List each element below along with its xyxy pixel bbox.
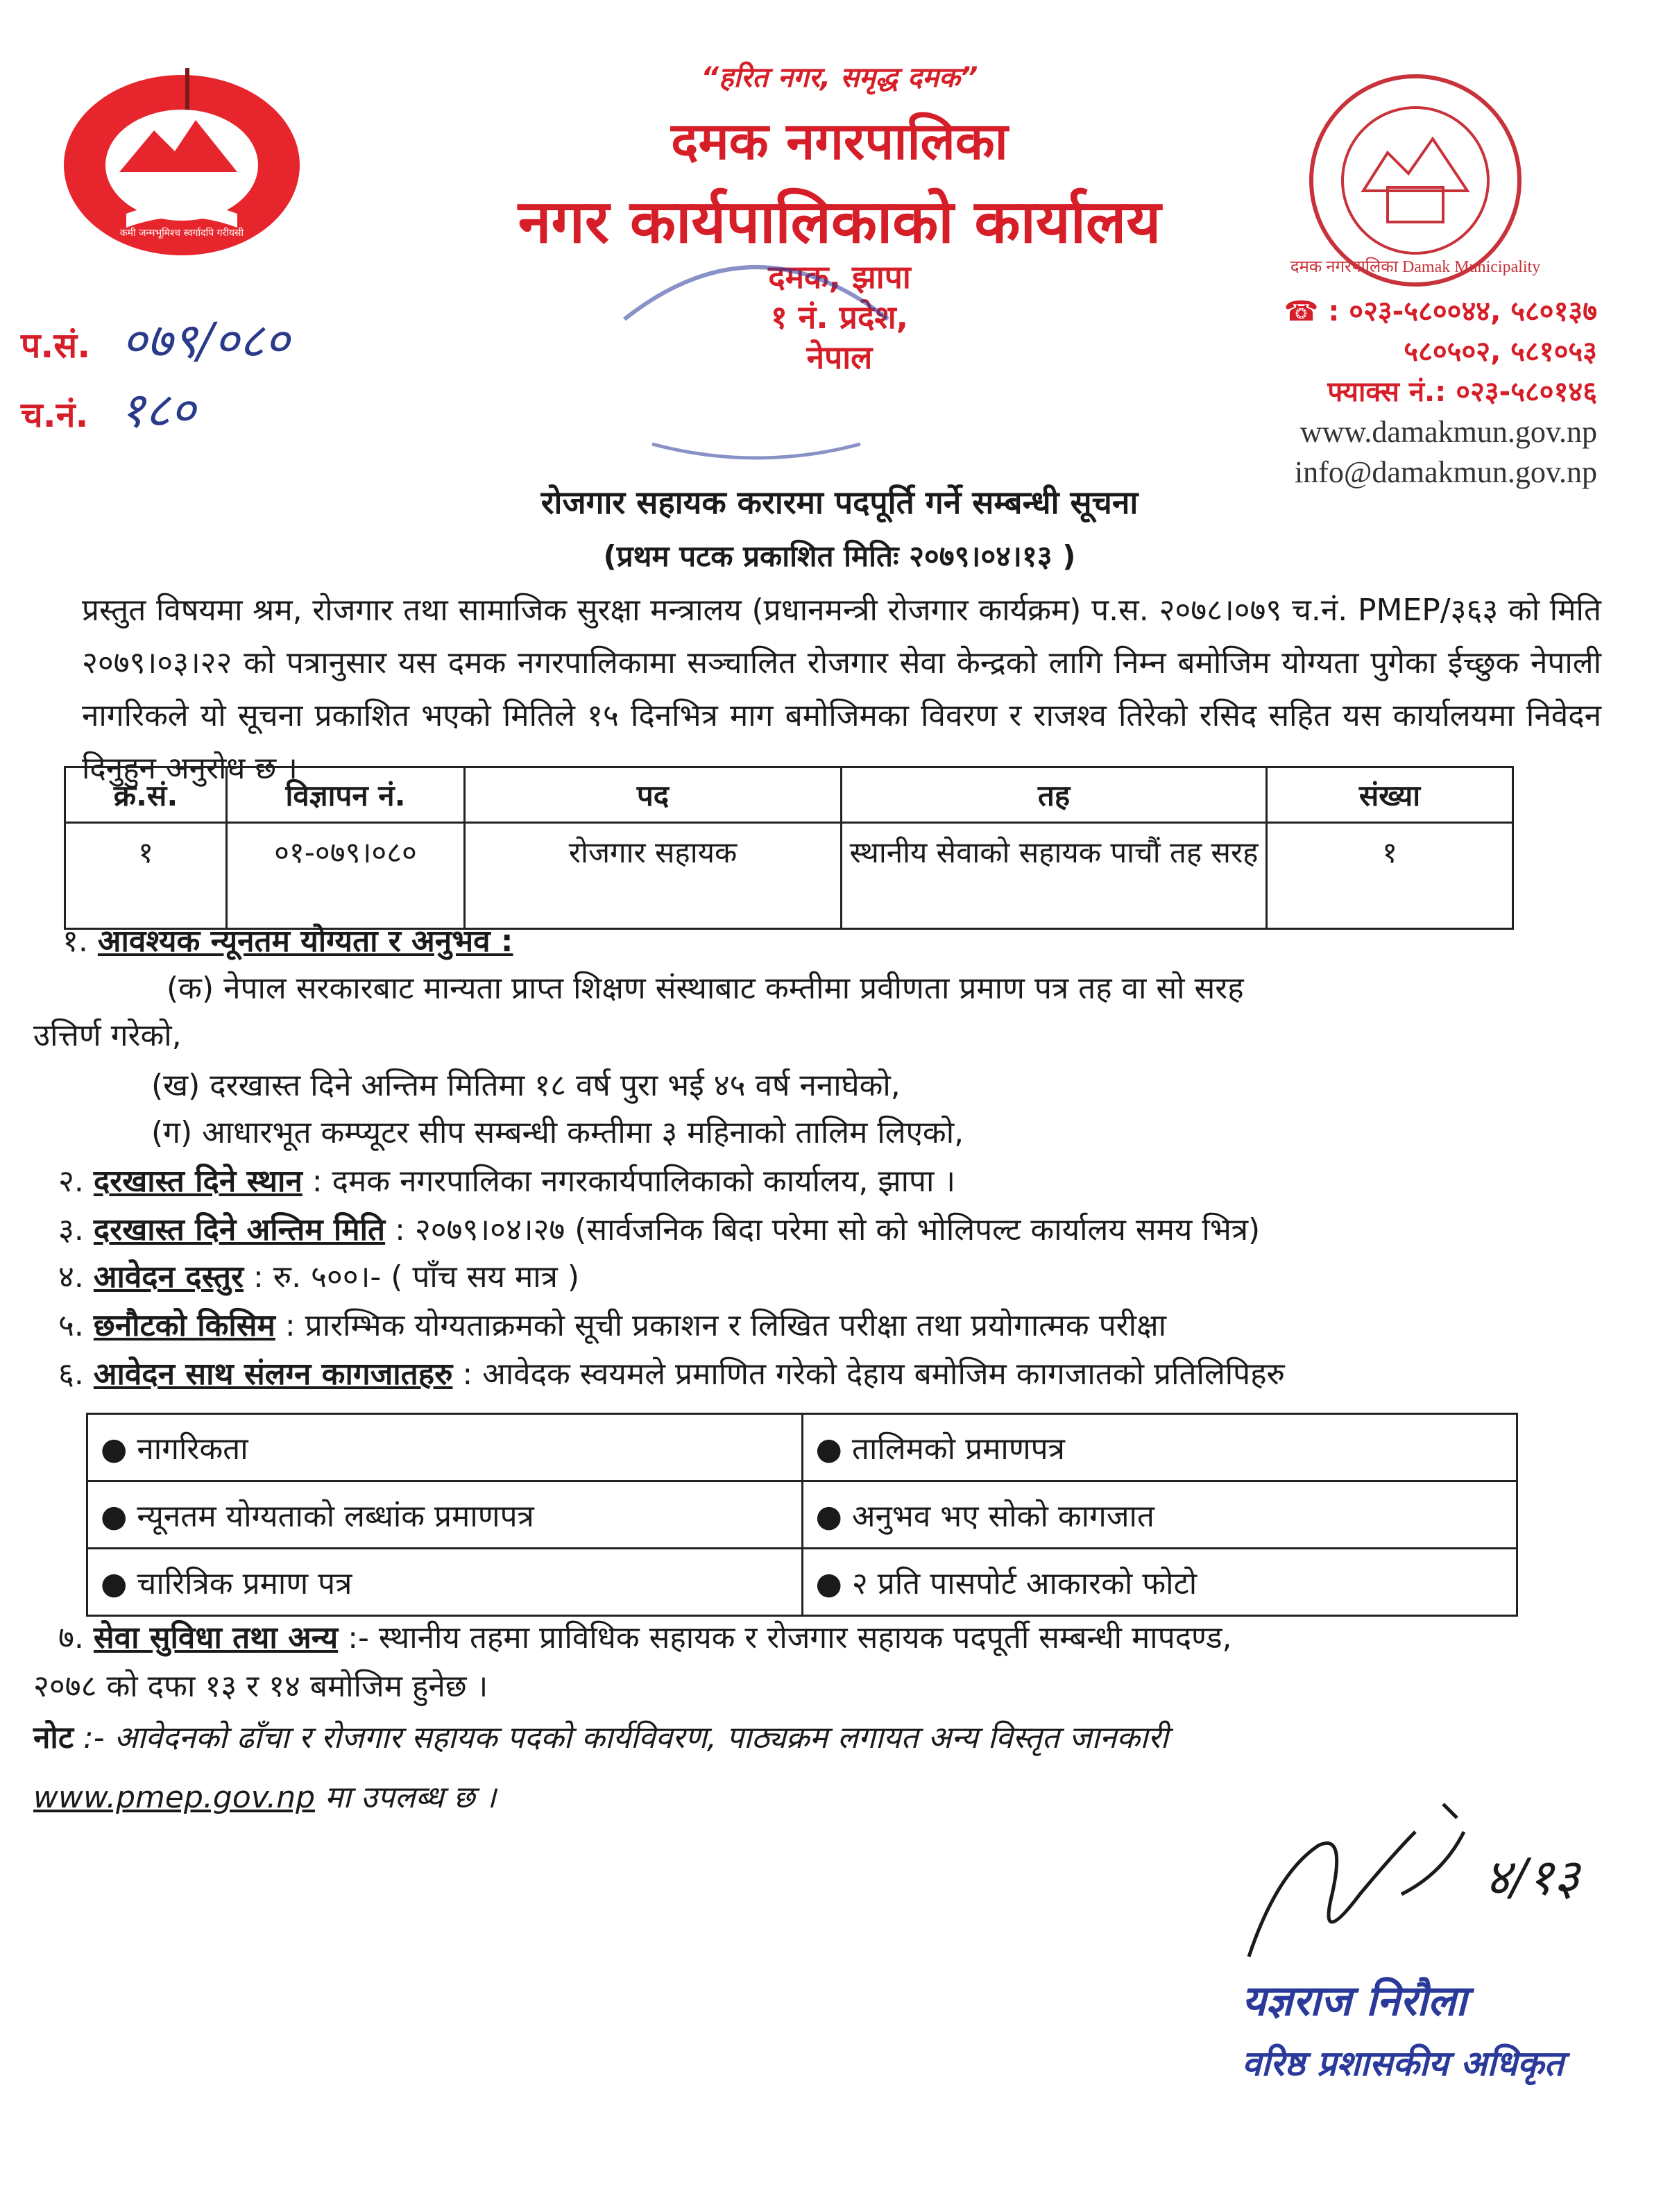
office-name: नगर कार्यपालिकाको कार्यालय [518, 187, 1161, 257]
notice-body: प्रस्तुत विषयमा श्रम, रोजगार तथा सामाजिक सुरक्षा मन्त्रालय (प्रधानमन्त्री रोजगार कार्यक्रम) प.स. २०७८।०७९ च.नं. PMEP/३६३ को मिति २०७९।०३।२२ को पत्रानुसार यस दमक नगरपालिकामा सञ्चालित रोजगार सेवा केन्द्रको लागि निम्न बमोजिम योग्यता पुगेका ईच्छुक नेपाली नागरिकले यो सूचना प्रकाशित भएको मितिले १५ दिनभित्र माग बमोजिमका विवरण र राजश्व तिरेको रसिद सहित यस कार्यालयमा निवेदन दिनुहुन अनुरोध छ । [82, 593, 1601, 786]
doc-cell: ● अनुभव भए सोको कागजात [802, 1481, 1517, 1549]
signatory-name: यज्ञराज निरौला [1242, 1977, 1467, 2025]
address-line-1: दमक, झापा [768, 258, 911, 296]
section-5-number: ५. [58, 1308, 84, 1343]
section-6-title: आवेदन साथ संलग्न कागजातहरु [93, 1356, 453, 1392]
section-2-text: : दमक नगरपालिका नगरकार्यपालिकाको कार्यालय, झापा । [302, 1164, 956, 1199]
doc-cell: ● तालिमको प्रमाणपत्र [802, 1414, 1517, 1481]
section-3-title: दरखास्त दिने अन्तिम मिति [93, 1212, 386, 1248]
section-7-title: सेवा सुविधा तथा अन्य [93, 1620, 339, 1656]
section-3 [58, 1206, 1260, 1254]
phone-numbers-2: ५८०५०२, ५८१०५३ [1404, 336, 1597, 368]
doc-cell: ● चारित्रिक प्रमाण पत्र [87, 1549, 803, 1616]
emblem-motto: कमी जन्मभूमिश्च स्वर्गादपि गरीयसी [119, 228, 244, 239]
section-7 [58, 1614, 1585, 1662]
cell-sn: १ [65, 823, 227, 929]
section-5-title: छनौटको किसिम [93, 1308, 275, 1343]
section-6 [58, 1350, 1285, 1399]
col-count: संख्या [1267, 767, 1513, 823]
note-text: :- आवेदनको ढाँचा र रोजगार सहायक पदको कार्यविवरण, पाठ्यक्रम लगायत अन्य विस्तृत जानकारी [74, 1720, 1168, 1755]
section-1-a: (क) नेपाल सरकारबाट मान्यता प्राप्त शिक्षण संस्थाबाट कम्तीमा प्रवीणता प्रमाण पत्र तह वा सो सरह [167, 971, 1244, 1006]
note-label: नोट [33, 1720, 74, 1755]
signature-date: ४/१३ [1485, 1848, 1580, 1906]
section-1 [62, 917, 513, 966]
fax-number: ०२३-५८०१४६ [1456, 376, 1597, 408]
cell-count: १ [1267, 823, 1513, 929]
notice-subtitle: (प्रथम पटक प्रकाशित मितिः २०७९।०४।१३ ) [603, 539, 1076, 573]
phone-numbers: ०२३-५८००४४, ५८०१३७ [1349, 296, 1597, 327]
cell-level: स्थानीय सेवाको सहायक पाचौं तह सरह [842, 823, 1267, 929]
table-header-row [65, 767, 1513, 823]
handwritten-signature [1235, 1790, 1596, 1971]
section-3-number: ३. [58, 1212, 84, 1248]
section-6-text: : आवेदक स्वयमले प्रमाणित गरेको देहाय बमोजिम कागजातको प्रतिलिपिहरु [452, 1356, 1285, 1392]
table-row [65, 823, 1513, 929]
section-4-number: ४. [58, 1259, 84, 1295]
section-1-number: १. [62, 924, 88, 959]
section-7-text: :- स्थानीय तहमा प्राविधिक सहायक र रोजगार सहायक पदपूर्ती सम्बन्धी मापदण्ड, [338, 1620, 1232, 1656]
municipality-name: दमक नगरपालिका [671, 112, 1008, 171]
phone-icon: ☎ : [1284, 296, 1349, 327]
note-text-2: मा उपलब्ध छ । [315, 1780, 497, 1815]
doc-cell: ● न्यूनतम योग्यताको लब्धांक प्रमाणपत्र [87, 1481, 803, 1549]
table-row [87, 1549, 1517, 1616]
reference-block [21, 305, 289, 441]
section-1-title: आवश्यक न्यूनतम योग्यता र अनुभव : [97, 924, 513, 959]
ps-label: प.सं. [21, 325, 91, 366]
cn-value: १८० [119, 382, 196, 439]
email-link[interactable]: info@damakmun.gov.np [1294, 455, 1597, 489]
contact-block [1284, 291, 1597, 493]
office-stamp [611, 236, 902, 465]
section-2 [58, 1157, 955, 1206]
cell-post: रोजगार सहायक [465, 823, 842, 929]
col-post: पद [465, 767, 842, 823]
notice-title: रोजगार सहायक करारमा पदपूर्ति गर्ने सम्बन्धी सूचना [540, 484, 1139, 521]
ps-value: ०७९/०८० [121, 312, 290, 369]
municipality-seal [1290, 69, 1541, 291]
cell-ad-no: ०१-०७९।०८० [227, 823, 465, 929]
website-link[interactable]: www.damakmun.gov.np [1299, 415, 1597, 449]
section-4 [58, 1253, 579, 1302]
section-5-text: : प्रारम्भिक योग्यताक्रमको सूची प्रकाशन र लिखित परीक्षा तथा प्रयोगात्मक परीक्षा [275, 1308, 1167, 1343]
address-line-2: १ नं. प्रदेश, नेपाल [770, 298, 909, 376]
section-4-title: आवेदन दस्तुर [93, 1259, 244, 1295]
table-row [87, 1414, 1517, 1481]
section-4-text: : रु. ५००।- ( पाँच सय मात्र ) [243, 1259, 580, 1295]
cn-label: च.नं. [21, 395, 89, 435]
section-1-b: (ख) दरखास्त दिने अन्तिम मितिमा १८ वर्ष पुरा भई ४५ वर्ष ननाघेको, [151, 1068, 901, 1103]
section-1-c: (ग) आधारभूत कम्प्यूटर सीप सम्बन्धी कम्तीमा ३ महिनाको तालिम लिएको, [151, 1115, 964, 1150]
section-3-text: : २०७९।०४।२७ (सार्वजनिक बिदा परेमा सो को भोलिपल्ट कार्यालय समय भित्र) [385, 1212, 1261, 1248]
section-7-number: ७. [58, 1620, 84, 1656]
section-2-title: दरखास्त दिने स्थान [93, 1164, 302, 1199]
col-level: तह [842, 767, 1267, 823]
section-6-number: ६. [58, 1356, 84, 1392]
doc-cell: ● २ प्रति पासपोर्ट आकारको फोटो [802, 1549, 1517, 1616]
seal-text: दमक नगरपालिका Damak Municipality [1290, 258, 1541, 276]
slogan: “हरित नगर, समृद्ध दमक” [701, 62, 978, 94]
signatory-post: वरिष्ठ प्रशासकीय अधिकृत [1242, 2043, 1564, 2084]
col-sn: क्र.सं. [65, 767, 227, 823]
section-5 [58, 1302, 1166, 1350]
doc-cell: ● नागरिकता [87, 1414, 803, 1481]
documents-table [86, 1413, 1518, 1617]
vacancy-table [64, 766, 1514, 930]
section-2-number: २. [58, 1164, 84, 1199]
section-7-cont: २०७८ को दफा १३ र १४ बमोजिम हुनेछ । [33, 1669, 488, 1704]
fax-label: फ्याक्स नं.: [1327, 376, 1456, 408]
pmep-link[interactable]: www.pmep.gov.np [33, 1780, 316, 1815]
section-1-a-cont: उत्तिर्ण गरेको, [33, 1018, 182, 1053]
table-row [87, 1481, 1517, 1549]
col-ad-no: विज्ञापन नं. [227, 767, 465, 823]
